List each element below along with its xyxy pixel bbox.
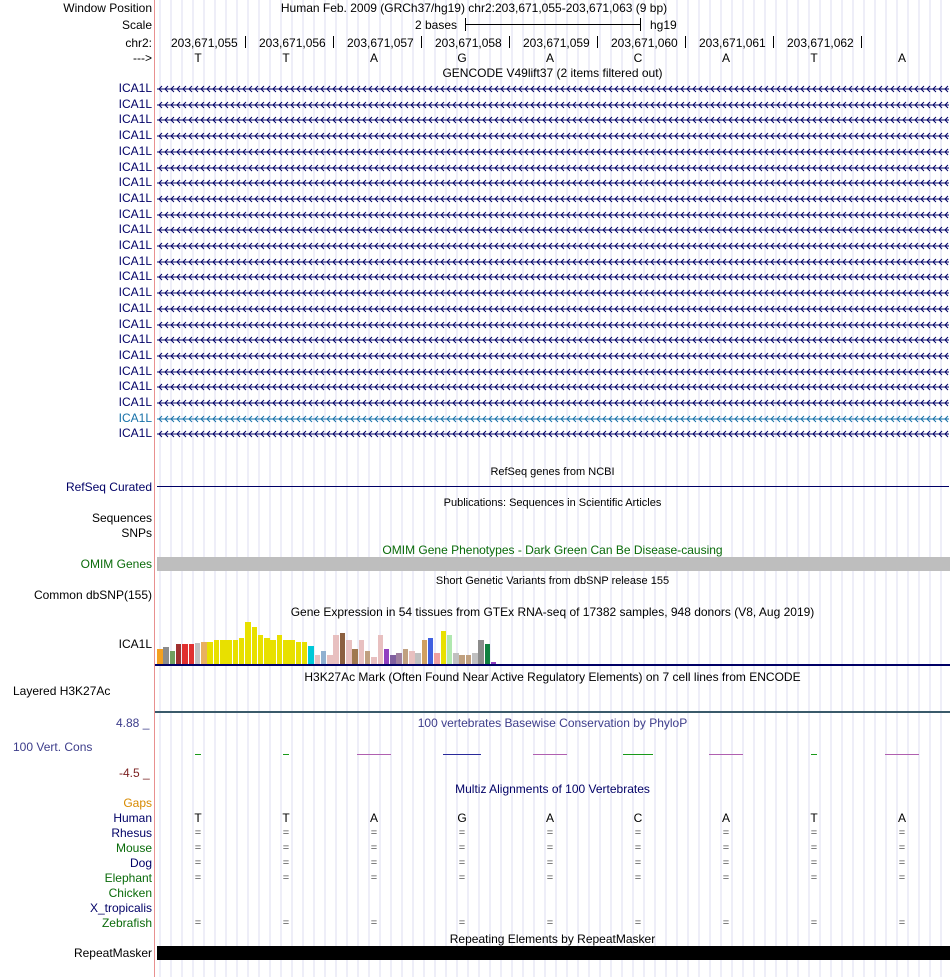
phylop-mark [357, 754, 391, 755]
coordinate-tick [333, 36, 334, 48]
gencode-transcript-label[interactable]: ICA1L [118, 96, 152, 111]
gencode-transcript-line[interactable] [157, 397, 949, 407]
multiz-gaps-label[interactable]: Gaps [123, 796, 152, 810]
gtex-tissue-bar[interactable] [327, 655, 333, 664]
gencode-transcript-line[interactable] [157, 130, 949, 140]
coordinate-tick [773, 36, 774, 48]
gtex-tissue-bar[interactable] [346, 640, 352, 664]
base-letter: G [457, 51, 467, 65]
gencode-transcript-line[interactable] [157, 162, 949, 172]
gtex-tissue-bar[interactable] [365, 651, 371, 664]
gtex-tissue-bar[interactable] [422, 640, 428, 664]
gtex-tissue-bar[interactable] [245, 622, 251, 664]
coordinate-tick [685, 36, 686, 48]
gtex-tissue-bar[interactable] [214, 640, 220, 664]
gtex-baseline [155, 664, 950, 666]
gtex-tissue-bar[interactable] [233, 640, 239, 664]
alignment-base: T [810, 811, 818, 825]
gencode-transcript-label[interactable]: ICA1L [118, 379, 152, 394]
refseq-gene-line[interactable] [157, 486, 949, 487]
multiz-species-label[interactable]: X_tropicalis [89, 901, 152, 915]
gencode-transcript-line[interactable] [157, 428, 949, 438]
repeatmasker-bar[interactable] [157, 946, 950, 960]
alignment-base: C [633, 811, 643, 825]
gencode-transcript-label[interactable]: ICA1L [118, 300, 152, 315]
alignment-base: A [369, 811, 378, 825]
alignment-base: A [721, 811, 730, 825]
gtex-tissue-bar[interactable] [157, 649, 163, 664]
chrom-label: chr2: [125, 36, 152, 50]
phylop-track-label[interactable]: 100 Vert. Cons [13, 740, 93, 754]
base-letter: T [282, 51, 290, 65]
gencode-transcript-line[interactable] [157, 366, 949, 376]
gtex-track-label[interactable]: ICA1L [118, 637, 152, 651]
gtex-tissue-bar[interactable] [415, 653, 421, 664]
alignment-match-mark: = [194, 917, 202, 929]
gtex-tissue-bar[interactable] [302, 642, 308, 664]
phylop-mark [811, 754, 817, 755]
coordinate-label: 203,671,055 [171, 36, 238, 50]
gencode-transcript-line[interactable] [157, 413, 949, 423]
alignment-base: T [194, 811, 202, 825]
gtex-tissue-bar[interactable] [485, 644, 491, 664]
gencode-transcript-label[interactable]: ICA1L [118, 159, 152, 174]
base-letter: A [545, 51, 554, 65]
alignment-match-mark: = [546, 872, 554, 884]
gencode-transcript-label[interactable]: ICA1L [118, 238, 152, 252]
gtex-tissue-bar[interactable] [340, 633, 346, 664]
coordinate-tick [245, 36, 246, 48]
base-letter: C [633, 51, 643, 65]
window-position-value: Human Feb. 2009 (GRCh37/hg19) chr2:203,671,055-203,671,063 (9 bp) [280, 1, 668, 15]
gtex-tissue-bar[interactable] [478, 640, 484, 664]
gencode-transcript-label[interactable]: ICA1L [118, 128, 152, 143]
alignment-match-mark: = [898, 827, 906, 839]
coordinate-label: 203,671,061 [699, 36, 766, 50]
alignment-match-mark: = [370, 857, 378, 869]
gtex-tissue-bar[interactable] [390, 655, 396, 664]
multiz-species-label[interactable]: Rhesus [111, 826, 152, 840]
gencode-transcript-line[interactable] [157, 240, 949, 250]
coordinate-label: 203,671,056 [259, 36, 326, 50]
gtex-tissue-bar[interactable] [296, 642, 302, 664]
alignment-match-mark: = [634, 857, 642, 869]
gtex-tissue-bar[interactable] [447, 635, 453, 664]
gencode-transcript-label[interactable]: ICA1L [118, 347, 152, 362]
h3k27ac-track-title[interactable]: H3K27Ac Mark (Often Found Near Active Regulatory Elements) on 7 cell lines from ENCODE [304, 670, 801, 684]
alignment-match-mark: = [282, 827, 290, 839]
gencode-transcript-line[interactable] [157, 146, 949, 156]
alignment-match-mark: = [458, 827, 466, 839]
alignment-match-mark: = [458, 917, 466, 929]
base-letter: A [721, 51, 730, 65]
gencode-transcript-label[interactable]: ICA1L [118, 112, 152, 127]
phylop-max-label: 4.88 _ [116, 716, 150, 730]
gtex-tissue-bar[interactable] [189, 644, 195, 664]
alignment-match-mark: = [898, 842, 906, 854]
dbsnp-track-title[interactable]: Short Genetic Variants from dbSNP release 155 [435, 575, 670, 587]
gtex-tissue-bar[interactable] [226, 640, 232, 664]
alignment-base: T [282, 811, 290, 825]
phylop-mark [885, 754, 919, 755]
refseq-track-title[interactable]: RefSeq genes from NCBI [490, 466, 615, 478]
phylop-min-label: -4.5 _ [119, 766, 150, 780]
scale-bar-left-cap [465, 18, 466, 31]
gtex-tissue-bar[interactable] [441, 631, 447, 664]
alignment-base: G [457, 811, 467, 825]
gtex-tissue-bar[interactable] [220, 640, 226, 664]
h3k27ac-track-label[interactable]: Layered H3K27Ac [13, 684, 111, 698]
gtex-tissue-bar[interactable] [333, 635, 339, 664]
alignment-match-mark: = [546, 917, 554, 929]
alignment-match-mark: = [898, 857, 906, 869]
scale-value: 2 bases [415, 18, 458, 32]
gtex-tissue-bar[interactable] [182, 644, 188, 664]
gtex-tissue-bar[interactable] [283, 640, 289, 664]
alignment-base: A [897, 811, 906, 825]
alignment-match-mark: = [634, 827, 642, 839]
alignment-base: A [545, 811, 554, 825]
alignment-match-mark: = [722, 857, 730, 869]
label-divider [154, 0, 155, 977]
gtex-tissue-bar[interactable] [308, 646, 314, 664]
coordinate-tick [597, 36, 598, 48]
gtex-tissue-bar[interactable] [195, 643, 201, 664]
coordinate-label: 203,671,062 [787, 36, 854, 50]
alignment-match-mark: = [458, 842, 466, 854]
coordinate-tick [861, 36, 862, 48]
alignment-match-mark: = [810, 917, 818, 929]
gencode-transcript-line[interactable] [157, 209, 949, 219]
window-position-label: Window Position [63, 1, 152, 15]
gencode-transcript-line[interactable] [157, 177, 949, 187]
gencode-transcript-label[interactable]: ICA1L [118, 81, 152, 95]
alignment-match-mark: = [458, 872, 466, 884]
coordinate-tick [421, 36, 422, 48]
gtex-tissue-bar[interactable] [258, 635, 264, 664]
gtex-tissue-bar[interactable] [277, 635, 283, 664]
alignment-match-mark: = [634, 872, 642, 884]
coordinate-label: 203,671,060 [611, 36, 678, 50]
gencode-transcript-line[interactable] [157, 83, 949, 93]
alignment-match-mark: = [370, 842, 378, 854]
alignment-match-mark: = [898, 917, 906, 929]
alignment-match-mark: = [282, 872, 290, 884]
gtex-tissue-bar[interactable] [170, 651, 176, 664]
phylop-mark [195, 754, 201, 755]
alignment-match-mark: = [810, 857, 818, 869]
gencode-track-title[interactable]: GENCODE V49lift37 (2 items filtered out) [442, 66, 663, 80]
gtex-tissue-bar[interactable] [321, 651, 327, 664]
gencode-transcript-label[interactable]: ICA1L [118, 395, 152, 409]
multiz-species-label[interactable]: Mouse [115, 841, 152, 855]
refseq-track-label[interactable]: RefSeq Curated [65, 480, 152, 494]
gencode-transcript-line[interactable] [157, 381, 949, 391]
gtex-tissue-bar[interactable] [434, 653, 440, 664]
gtex-tissue-bar[interactable] [289, 640, 295, 664]
publications-snps-label[interactable]: SNPs [121, 526, 152, 540]
gencode-transcript-label[interactable]: ICA1L [118, 426, 152, 441]
strand-label: ---> [133, 51, 152, 65]
alignment-match-mark: = [546, 827, 554, 839]
gtex-tissue-bar[interactable] [239, 638, 245, 664]
scale-assembly: hg19 [650, 18, 677, 32]
gtex-tissue-bar[interactable] [264, 638, 270, 664]
phylop-mark [283, 754, 289, 755]
alignment-match-mark: = [282, 857, 290, 869]
gencode-transcript-label[interactable]: ICA1L [118, 222, 152, 237]
gencode-transcript-label[interactable]: ICA1L [118, 253, 152, 268]
gencode-transcript-line[interactable] [157, 193, 949, 203]
gtex-expression-chart[interactable] [157, 620, 537, 664]
gtex-tissue-bar[interactable] [384, 649, 390, 664]
gtex-tissue-bar[interactable] [459, 655, 465, 664]
coordinate-tick [509, 36, 510, 48]
gencode-transcript-label[interactable]: ICA1L [118, 190, 152, 205]
scale-bar-right-cap [640, 18, 641, 31]
alignment-match-mark: = [458, 857, 466, 869]
gencode-transcript-line[interactable] [157, 114, 949, 124]
dbsnp-track-label[interactable]: Common dbSNP(155) [33, 588, 152, 602]
gencode-transcript-label[interactable]: ICA1L [118, 285, 152, 300]
alignment-match-mark: = [722, 872, 730, 884]
alignment-match-mark: = [282, 842, 290, 854]
scale-label: Scale [121, 18, 152, 32]
publications-sequences-label[interactable]: Sequences [91, 511, 152, 525]
coordinate-label: 203,671,058 [435, 36, 502, 50]
gtex-tissue-bar[interactable] [453, 653, 459, 664]
gtex-tissue-bar[interactable] [371, 657, 377, 664]
h3k27ac-signal-line [155, 711, 950, 713]
gencode-transcript-label[interactable]: ICA1L [118, 316, 152, 331]
base-letter: A [897, 51, 906, 65]
phylop-mark [533, 754, 567, 755]
gencode-transcript-line[interactable] [157, 99, 949, 109]
alignment-match-mark: = [722, 917, 730, 929]
gencode-transcript-line[interactable] [157, 303, 949, 313]
gtex-tissue-bar[interactable] [359, 640, 365, 664]
alignment-match-mark: = [722, 827, 730, 839]
phylop-mark [443, 754, 481, 755]
gtex-tissue-bar[interactable] [352, 649, 358, 664]
alignment-match-mark: = [370, 917, 378, 929]
gtex-tissue-bar[interactable] [396, 653, 402, 664]
omim-track-label[interactable]: OMIM Genes [80, 557, 152, 571]
gencode-transcript-label[interactable]: ICA1L [118, 175, 152, 190]
alignment-match-mark: = [194, 872, 202, 884]
alignment-match-mark: = [810, 827, 818, 839]
multiz-species-label[interactable]: Zebrafish [101, 916, 152, 930]
phylop-track-title[interactable]: 100 vertebrates Basewise Conservation by PhyloP [417, 716, 688, 730]
phylop-mark [709, 754, 743, 755]
alignment-match-mark: = [370, 827, 378, 839]
scale-bar [465, 24, 640, 25]
gtex-tissue-bar[interactable] [315, 655, 321, 664]
gencode-transcript-label[interactable]: ICA1L [118, 363, 152, 378]
alignment-match-mark: = [194, 842, 202, 854]
gtex-track-title[interactable]: Gene Expression in 54 tissues from GTEx RNA-seq of 17382 samples, 948 donors (V8, Aug 2019) [290, 605, 815, 619]
gencode-transcript-line[interactable] [157, 224, 949, 234]
gtex-tissue-bar[interactable] [466, 655, 472, 664]
gtex-tissue-bar[interactable] [403, 649, 409, 664]
alignment-match-mark: = [546, 857, 554, 869]
gtex-tissue-bar[interactable] [270, 640, 276, 664]
repeatmasker-track-title[interactable]: Repeating Elements by RepeatMasker [449, 932, 656, 946]
gtex-tissue-bar[interactable] [163, 647, 169, 664]
multiz-track-title[interactable]: Multiz Alignments of 100 Vertebrates [455, 782, 650, 796]
gtex-tissue-bar[interactable] [207, 642, 213, 664]
omim-phenotype-bar[interactable] [157, 557, 950, 571]
gtex-tissue-bar[interactable] [409, 651, 415, 664]
gencode-transcript-label[interactable]: ICA1L [118, 143, 152, 158]
gtex-tissue-bar[interactable] [428, 638, 434, 664]
base-letter: A [369, 51, 378, 65]
alignment-match-mark: = [194, 857, 202, 869]
coordinate-label: 203,671,057 [347, 36, 414, 50]
alignment-match-mark: = [546, 842, 554, 854]
gencode-transcript-line[interactable] [157, 334, 949, 344]
base-letter: T [194, 51, 202, 65]
alignment-match-mark: = [634, 842, 642, 854]
gtex-tissue-bar[interactable] [176, 644, 182, 664]
gencode-transcript-label[interactable]: ICA1L [118, 269, 152, 284]
gencode-transcript-line[interactable] [157, 319, 949, 329]
gencode-transcript-line[interactable] [157, 256, 949, 266]
repeatmasker-track-label[interactable]: RepeatMasker [73, 946, 152, 960]
gtex-tissue-bar[interactable] [378, 635, 384, 664]
gtex-tissue-bar[interactable] [472, 653, 478, 664]
alignment-match-mark: = [634, 917, 642, 929]
gencode-transcript-line[interactable] [157, 287, 949, 297]
multiz-species-label[interactable]: Chicken [108, 886, 152, 900]
alignment-match-mark: = [898, 872, 906, 884]
omim-track-title[interactable]: OMIM Gene Phenotypes - Dark Green Can Be Disease-causing [382, 543, 723, 557]
phylop-mark [623, 754, 653, 755]
multiz-species-label[interactable]: Human [113, 811, 152, 825]
gtex-tissue-bar[interactable] [201, 642, 207, 664]
multiz-species-label[interactable]: Elephant [104, 871, 152, 885]
alignment-match-mark: = [722, 842, 730, 854]
alignment-match-mark: = [282, 917, 290, 929]
base-letter: T [810, 51, 818, 65]
alignment-match-mark: = [810, 872, 818, 884]
gtex-tissue-bar[interactable] [252, 627, 258, 664]
gencode-transcript-line[interactable] [157, 271, 949, 281]
gencode-transcript-label[interactable]: ICA1L [118, 206, 152, 221]
publications-track-title[interactable]: Publications: Sequences in Scientific Articles [443, 497, 662, 509]
alignment-match-mark: = [194, 827, 202, 839]
gencode-transcript-label[interactable]: ICA1L [118, 410, 152, 425]
gencode-transcript-label[interactable]: ICA1L [118, 332, 152, 347]
coordinate-label: 203,671,059 [523, 36, 590, 50]
alignment-match-mark: = [370, 872, 378, 884]
alignment-match-mark: = [810, 842, 818, 854]
gencode-transcript-line[interactable] [157, 350, 949, 360]
multiz-species-label[interactable]: Dog [129, 856, 152, 870]
